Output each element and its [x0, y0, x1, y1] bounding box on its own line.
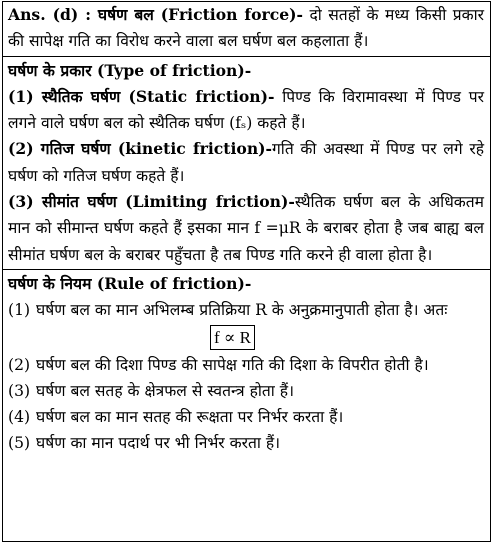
type-kinetic: [8, 136, 484, 189]
rule-item: [8, 352, 484, 378]
rule-item: [8, 378, 484, 404]
type-limiting: [8, 189, 484, 268]
type-text: स्थैतिक घर्षण बल के अधिकतम मान को सीमान्त घर्षण कहते हैं इसका मान f =μR के बराबर होता है जब बाह्य बल सीमांत घर्षण बल के बराबर पहुँचता है तब पिण्ड गति करने ही वाला होता है।: [8, 193, 484, 264]
rule-item: [8, 430, 484, 456]
answer-box: [2, 1, 491, 542]
rule-text: घर्षण बल का मान अभिलम्ब प्रतिक्रिया R के अनुक्रमानुपाती होता है। अतः: [36, 301, 448, 320]
friction-force-term: घर्षण बल (Friction force)-: [97, 5, 303, 24]
proportionality-formula: f ∝ R: [210, 325, 255, 350]
rule-text: घर्षण बल की दिशा पिण्ड की सापेक्ष गति की दिशा के विपरीत होती है।: [36, 355, 429, 374]
rule-text: घर्षण बल सतह के क्षेत्रफल से स्वतन्त्र होता हैं।: [36, 381, 294, 400]
rule-number: (2): [8, 355, 31, 374]
type-static: [8, 84, 484, 137]
rule-text: घर्षण बल का मान सतह की रूक्षता पर निर्भर करता हैं।: [36, 408, 344, 427]
rule-number: (3): [8, 381, 31, 400]
answer-label: Ans. (d) :: [8, 5, 98, 24]
formula-row: [8, 324, 484, 352]
type-text: पिण्ड कि विरामावस्था में पिण्ड पर लगने वाले घर्षण बल को स्थैतिक घर्षण (fₛ) कहते हैं।: [8, 87, 484, 133]
rules-heading: घर्षण के नियम (Rule of friction)-: [8, 273, 252, 293]
type-label: (1) स्थैतिक घर्षण (Static friction)-: [8, 86, 275, 106]
answer-definition: [8, 2, 484, 55]
type-label: (3) सीमांत घर्षण (Limiting friction)-: [8, 192, 295, 212]
types-heading: घर्षण के प्रकार (Type of friction)-: [8, 60, 252, 80]
section-divider: [3, 269, 490, 270]
type-label: (2) गतिज घर्षण (kinetic friction)-: [8, 139, 273, 159]
rule-text: घर्षण का मान पदार्थ पर भी निर्भर करता हैं।: [36, 434, 281, 453]
rule-item: [8, 297, 484, 323]
type-text: गति की अवस्था में पिण्ड पर लगे रहे घर्षण को गतिज घर्षण कहते हैं।: [8, 140, 484, 185]
rule-number: (4): [8, 408, 31, 427]
rule-number: (5): [8, 434, 31, 453]
rule-number: (1): [8, 301, 31, 320]
friction-force-text: दो सतहों के मध्य किसी प्रकार की सापेक्ष गति का विरोध करने वाला बल घर्षण बल कहलाता हैं।: [8, 6, 484, 51]
rule-item: [8, 404, 484, 430]
section-divider: [3, 56, 490, 57]
